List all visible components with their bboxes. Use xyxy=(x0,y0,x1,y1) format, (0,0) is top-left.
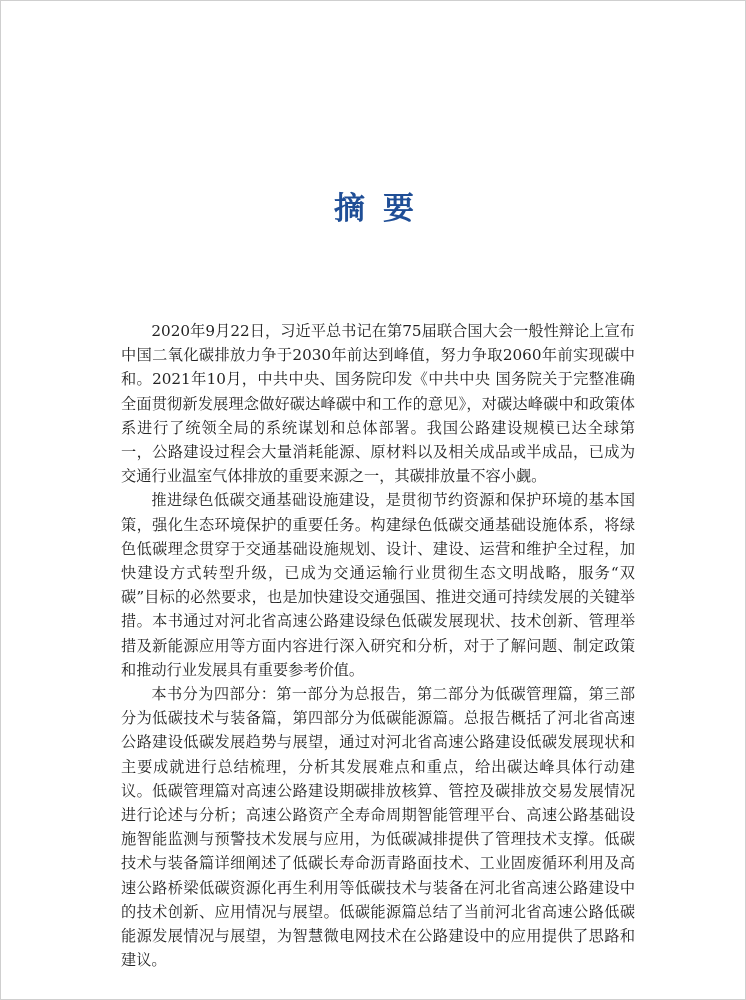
paragraph-3: 本书分为四部分：第一部分为总报告，第二部分为低碳管理篇，第三部分为低碳技术与装备篇，第四部分为低碳能源篇。总报告概括了河北省高速公路建设低碳发展趋势与展望，通过对河北省高速公路建设低碳发展现状和主要成就进行总结梳理，分析其发展难点和重点，给出碳达峰具体行动建议。低碳管理篇对高速公路建设期碳排放核算、管控及碳排放交易发展情况进行论述与分析；高速公路资产全寿命周期智能管理平台、高速公路基础设施智能监测与预警技术发展与应用，为低碳减排提供了管理技术支撑。低碳技术与装备篇详细阐述了低碳长寿命沥青路面技术、工业固废循环利用及高速公路桥梁低碳资源化再生利用等低碳技术与装备在河北省高速公路建设中的技术创新、应用情况与展望。低碳能源篇总结了当前河北省高速公路低碳能源发展情况与展望，为智慧微电网技术在公路建设中的应用提供了思路和建议。 xyxy=(121,685,635,970)
abstract-body xyxy=(121,319,635,972)
paragraph-2: 推进绿色低碳交通基础设施建设，是贯彻节约资源和保护环境的基本国策，强化生态环境保护的重要任务。构建绿色低碳交通基础设施体系，将绿色低碳理念贯穿于交通基础设施规划、设计、建设、运营和维护全过程，加快建设方式转型升级，已成为交通运输行业贯彻生态文明战略，服务“双碳”目标的必然要求，也是加快建设交通强国、推进交通可持续发展的关键举措。本书通过对河北省高速公路建设绿色低碳发展现状、技术创新、管理举措及新能源应用等方面内容进行深入研究和分析，对于了解问题、制定政策和推动行业发展具有重要参考价值。 xyxy=(121,491,635,679)
page-title: 摘要 xyxy=(334,191,432,227)
paragraph-1: 2020年9月22日，习近平总书记在第75届联合国大会一般性辩论上宣布中国二氧化碳排放力争于2030年前达到峰值，努力争取2060年前实现碳中和。2021年10月，中共中央、国务院印发《中共中央 国务院关于完整准确全面贯彻新发展理念做好碳达峰碳中和工作的意见》，对碳达峰碳中和政策体系进行了统领全局的系统谋划和总体部署。我国公路建设规模已达全球第一，公路建设过程会大量消耗能源、原材料以及相关成品或半成品，已成为交通行业温室气体排放的重要来源之一，其碳排放量不容小觑。 xyxy=(121,322,635,486)
